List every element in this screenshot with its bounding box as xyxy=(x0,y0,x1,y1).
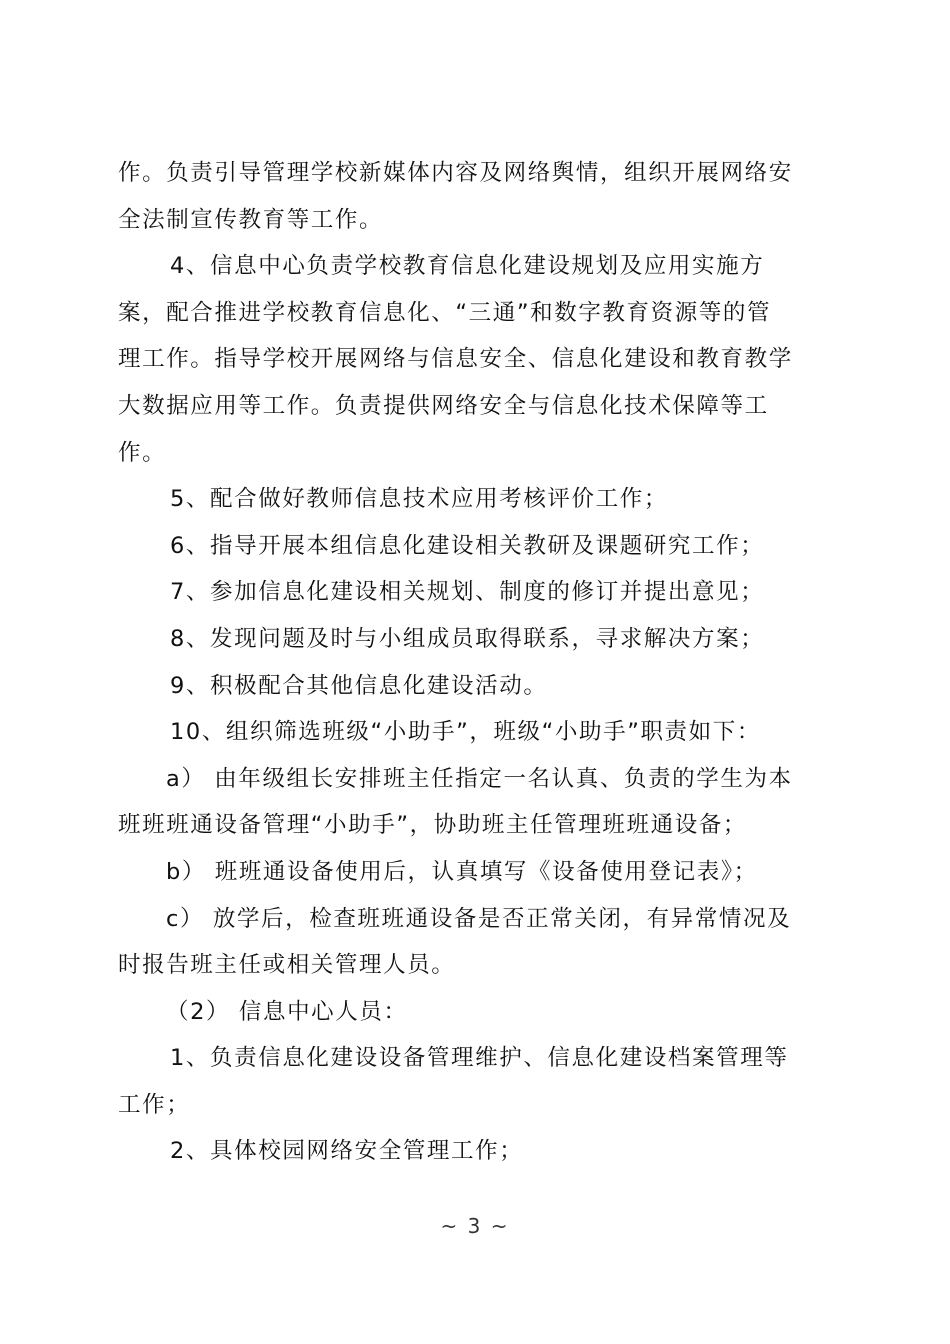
text-line-5: 理工作。指导学校开展网络与信息安全、信息化建设和教育教学 xyxy=(118,346,793,373)
text-line-3: 4、信息中心负责学校教育信息化建设规划及应用实施方 xyxy=(170,253,765,280)
text-line-18: 时报告班主任或相关管理人员。 xyxy=(118,952,456,979)
page-number: ~ 3 ~ xyxy=(440,1214,510,1238)
text-line-22: 2、具体校园网络安全管理工作； xyxy=(170,1138,524,1165)
text-line-11: 8、发现问题及时与小组成员取得联系，寻求解决方案； xyxy=(170,625,765,652)
text-line-13: 10、组织筛选班级“小助手”，班级“小助手”职责如下： xyxy=(170,719,761,746)
text-line-16: b） 班班通设备使用后，认真填写《设备使用登记表》； xyxy=(166,858,758,885)
text-line-17: c） 放学后，检查班班通设备是否正常关闭，有异常情况及 xyxy=(166,905,792,932)
body-text xyxy=(118,150,832,1175)
text-line-4: 案，配合推进学校教育信息化、“三通”和数字教育资源等的管 xyxy=(118,299,772,326)
text-line-6: 大数据应用等工作。负责提供网络安全与信息化技术保障等工 xyxy=(118,392,769,419)
text-line-9: 6、指导开展本组信息化建设相关教研及课题研究工作； xyxy=(170,532,765,559)
text-line-2: 全法制宣传教育等工作。 xyxy=(118,206,384,233)
text-line-12: 9、积极配合其他信息化建设活动。 xyxy=(170,672,548,699)
text-line-14: a） 由年级组长安排班主任指定一名认真、负责的学生为本 xyxy=(166,765,793,792)
text-line-15: 班班班通设备管理“小助手”，协助班主任管理班班通设备； xyxy=(118,812,748,839)
text-line-8: 5、配合做好教师信息技术应用考核评价工作； xyxy=(170,486,668,513)
text-line-20: 1、负责信息化建设设备管理维护、信息化建设档案管理等 xyxy=(170,1045,789,1072)
text-line-21: 工作； xyxy=(118,1091,191,1118)
text-line-7: 作。 xyxy=(118,439,167,466)
text-line-1: 作。负责引导管理学校新媒体内容及网络舆情，组织开展网络安 xyxy=(118,160,793,186)
text-line-10: 7、参加信息化建设相关规划、制度的修订并提出意见； xyxy=(170,579,765,606)
text-line-19: （2） 信息中心人员： xyxy=(166,998,408,1025)
